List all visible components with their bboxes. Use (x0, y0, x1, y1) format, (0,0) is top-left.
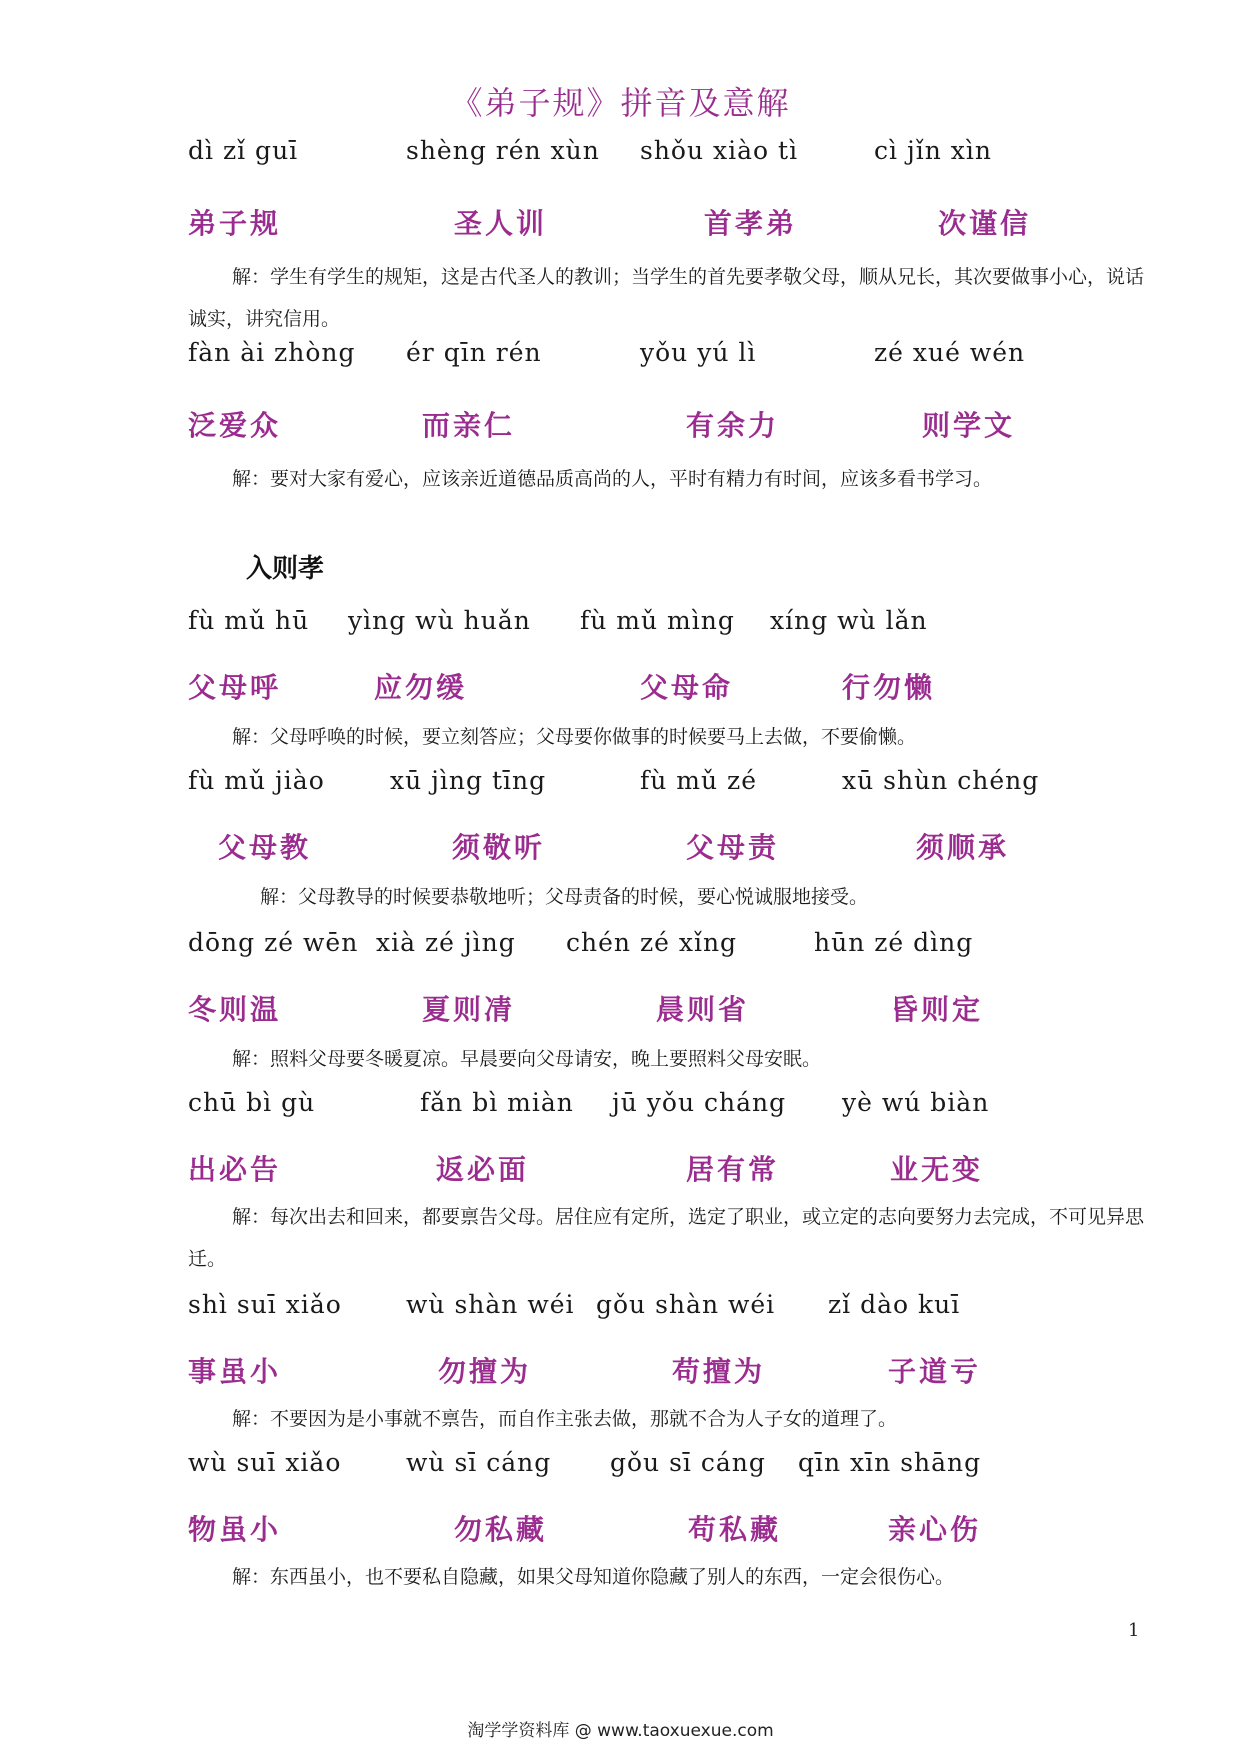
pinyin-phrase: fǎn bì miàn (420, 1088, 574, 1117)
hanzi-phrase: 而亲仁 (422, 409, 516, 442)
hanzi-phrase: 居有常 (686, 1153, 780, 1186)
hanzi-phrase: 父母呼 (188, 671, 282, 704)
hanzi-phrase: 勿擅为 (438, 1355, 532, 1388)
pinyin-phrase: chén zé xǐng (566, 928, 738, 957)
hanzi-row (0, 1148, 1241, 1192)
verse-explanation: 解：照料父母要冬暖夏凉。早晨要向父母请安，晚上要照料父母安眠。 (232, 1048, 822, 1070)
hanzi-phrase: 泛爱众 (188, 409, 282, 442)
hanzi-phrase: 业无变 (890, 1153, 984, 1186)
hanzi-phrase: 次谨信 (938, 207, 1032, 240)
verse-explanation: 解：父母呼唤的时候，要立刻答应；父母要你做事的时候要马上去做，不要偷懒。 (232, 726, 917, 748)
pinyin-phrase: fù mǔ zé (640, 766, 758, 795)
verse-explanation: 解：要对大家有爱心，应该亲近道德品质高尚的人，平时有精力有时间，应该多看书学习。 (232, 468, 993, 490)
pinyin-phrase: gǒu shàn wéi (596, 1290, 776, 1319)
pinyin-phrase: yǒu yú lì (640, 338, 757, 367)
pinyin-phrase: shèng rén xùn (406, 136, 600, 165)
hanzi-phrase: 应勿缓 (374, 671, 468, 704)
pinyin-phrase: wù suī xiǎo (188, 1448, 342, 1477)
pinyin-phrase: cì jǐn xìn (874, 136, 992, 165)
hanzi-phrase: 父母责 (686, 831, 780, 864)
hanzi-row (0, 1350, 1241, 1394)
pinyin-phrase: fù mǔ hū (188, 606, 310, 635)
pinyin-row (0, 766, 1241, 810)
hanzi-row (0, 1508, 1241, 1552)
hanzi-phrase: 出必告 (188, 1153, 282, 1186)
hanzi-phrase: 父母教 (218, 831, 312, 864)
hanzi-phrase: 勿私藏 (454, 1513, 548, 1546)
hanzi-phrase: 子道亏 (888, 1355, 982, 1388)
pinyin-row (0, 928, 1241, 972)
pinyin-phrase: ér qīn rén (406, 338, 542, 367)
hanzi-phrase: 亲心伤 (888, 1513, 982, 1546)
pinyin-row (0, 1088, 1241, 1132)
section-heading: 入则孝 (246, 554, 325, 584)
hanzi-row (0, 404, 1241, 448)
verse-explanation: 解：东西虽小，也不要私自隐藏，如果父母知道你隐藏了别人的东西，一定会很伤心。 (232, 1566, 955, 1588)
pinyin-row (0, 1290, 1241, 1334)
hanzi-row (0, 666, 1241, 710)
hanzi-phrase: 事虽小 (188, 1355, 282, 1388)
hanzi-phrase: 冬则温 (188, 993, 282, 1026)
hanzi-phrase: 行勿懒 (842, 671, 936, 704)
pinyin-phrase: qīn xīn shāng (798, 1448, 982, 1477)
pinyin-phrase: shǒu xiào tì (640, 136, 799, 165)
pinyin-phrase: xíng wù lǎn (770, 606, 928, 635)
hanzi-phrase: 须顺承 (916, 831, 1010, 864)
hanzi-phrase: 首孝弟 (704, 207, 798, 240)
page-number: 1 (1128, 1620, 1140, 1641)
hanzi-phrase: 夏则凊 (422, 993, 516, 1026)
verse-explanation: 解：每次出去和回来，都要禀告父母。居住应有定所，选定了职业，或立定的志向要努力去完成，不可见异思迁。 (188, 1206, 1145, 1270)
hanzi-phrase: 物虽小 (188, 1513, 282, 1546)
document-title: 《弟子规》拼音及意解 (450, 84, 791, 122)
hanzi-row (0, 988, 1241, 1032)
pinyin-phrase: fù mǔ jiào (188, 766, 325, 795)
hanzi-phrase: 苟私藏 (688, 1513, 782, 1546)
pinyin-phrase: dōng zé wēn (188, 928, 359, 957)
hanzi-phrase: 有余力 (686, 409, 780, 442)
pinyin-phrase: jū yǒu cháng (612, 1088, 787, 1117)
verse-explanation: 解：父母教导的时候要恭敬地听；父母责备的时候，要心悦诚服地接受。 (260, 886, 869, 908)
pinyin-phrase: yè wú biàn (842, 1088, 990, 1117)
hanzi-phrase: 弟子规 (188, 207, 282, 240)
hanzi-row (0, 202, 1241, 246)
pinyin-phrase: xià zé jìng (376, 928, 516, 957)
hanzi-phrase: 须敬听 (452, 831, 546, 864)
pinyin-phrase: gǒu sī cáng (610, 1448, 766, 1477)
pinyin-row (0, 606, 1241, 650)
hanzi-phrase: 苟擅为 (672, 1355, 766, 1388)
pinyin-phrase: shì suī xiǎo (188, 1290, 342, 1319)
pinyin-phrase: hūn zé dìng (814, 928, 974, 957)
hanzi-row (0, 826, 1241, 870)
verse-explanation: 解：学生有学生的规矩，这是古代圣人的教训；当学生的首先要孝敬父母，顺从兄长，其次要做事小心，说话诚实，讲究信用。 (188, 266, 1145, 330)
pinyin-phrase: fàn ài zhòng (188, 338, 356, 367)
hanzi-phrase: 昏则定 (890, 993, 984, 1026)
hanzi-phrase: 晨则省 (656, 993, 750, 1026)
pinyin-phrase: wù sī cáng (406, 1448, 552, 1477)
hanzi-phrase: 圣人训 (454, 207, 548, 240)
hanzi-phrase: 父母命 (640, 671, 734, 704)
pinyin-phrase: zǐ dào kuī (828, 1290, 961, 1319)
pinyin-phrase: chū bì gù (188, 1088, 316, 1117)
pinyin-phrase: xū jìng tīng (390, 766, 547, 795)
hanzi-phrase: 返必面 (436, 1153, 530, 1186)
hanzi-phrase: 则学文 (922, 409, 1016, 442)
pinyin-phrase: zé xué wén (874, 338, 1026, 367)
pinyin-row (0, 338, 1241, 382)
verse-explanation: 解：不要因为是小事就不禀告，而自作主张去做，那就不合为人子女的道理了。 (232, 1408, 898, 1430)
pinyin-row (0, 1448, 1241, 1492)
pinyin-phrase: xū shùn chéng (842, 766, 1040, 795)
pinyin-row (0, 136, 1241, 180)
pinyin-phrase: fù mǔ mìng (580, 606, 735, 635)
pinyin-phrase: wù shàn wéi (406, 1290, 575, 1319)
pinyin-phrase: dì zǐ guī (188, 136, 299, 165)
footer-watermark: 淘学学资料库 @ www.taoxuexue.com (467, 1721, 774, 1741)
pinyin-phrase: yìng wù huǎn (348, 606, 531, 635)
